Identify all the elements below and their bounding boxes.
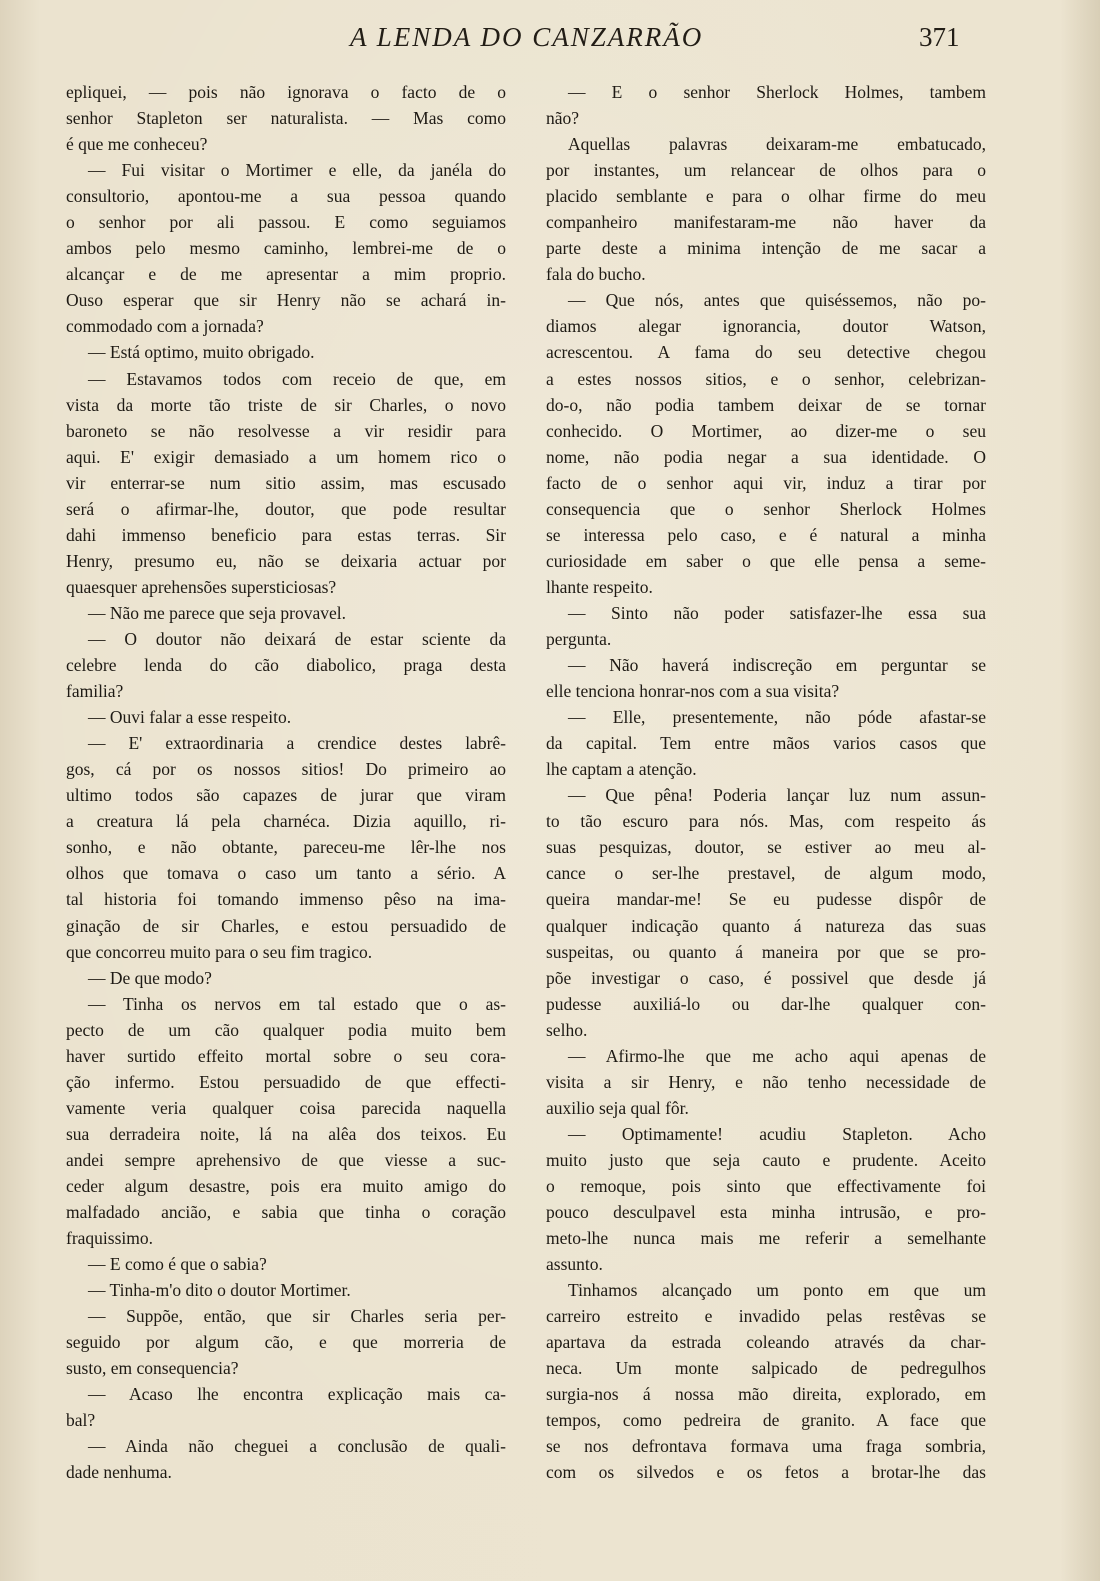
text-line: da capital. Tem entre mãos varios casos que (546, 733, 986, 754)
text-line: quaesquer aprehensões supersticiosas? (66, 576, 337, 597)
text-line: pergunta. (546, 628, 612, 649)
running-head (0, 20, 1100, 60)
text-line: Henry, presumo eu, não se deixaria actuar por (66, 550, 506, 571)
text-line: consequencia que o senhor Sherlock Holmes (546, 498, 986, 519)
text-line: — E como é que o sabia? (88, 1254, 267, 1275)
text-line: to tão escuro para nós. Mas, com respeito ás (546, 811, 986, 832)
text-line: com os silvedos e os fetos a brotar-lhe das (546, 1462, 986, 1483)
text-line: — Elle, presentemente, não póde afastar-se (568, 707, 986, 728)
text-line: — Estavamos todos com receio de que, em (88, 368, 506, 389)
text-line: suspeitas, ou quanto á maneira por que se pro- (546, 941, 986, 962)
text-line: malfadado ancião, e sabia que tinha o coração (66, 1202, 506, 1223)
text-line: — Não haverá indiscreção em perguntar se (568, 655, 986, 676)
text-line: senhor Stapleton ser naturalista. — Mas como (66, 108, 506, 129)
text-line: sonho, e não obtante, pareceu-me lêr-lhe nos (66, 837, 506, 858)
text-line: lhe captam a atenção. (546, 759, 697, 780)
text-line: que concorreu muito para o seu fim tragico. (66, 941, 373, 962)
text-line: — Sinto não poder satisfazer-lhe essa sua (568, 602, 986, 623)
text-line: haver surtido effeito mortal sobre o seu cora- (66, 1045, 506, 1066)
text-line: qualquer indicação quanto á natureza das suas (546, 915, 986, 936)
text-line: do-o, não podia tambem deixar de se tornar (546, 394, 986, 415)
text-line: a estes nossos sitios, e o senhor, celebrizan- (546, 368, 986, 389)
text-line: selho. (546, 1019, 588, 1040)
text-line: vamente veria qualquer coisa parecida naquella (66, 1097, 506, 1118)
text-line: fala do bucho. (546, 264, 646, 285)
text-line: é que me conheceu? (66, 134, 208, 155)
text-line: Ouso esperar que sir Henry não se achará in- (66, 290, 506, 311)
text-line: — Que pêna! Poderia lançar luz num assun- (568, 785, 986, 806)
text-line: dade nenhuma. (66, 1462, 172, 1483)
text-line: visita a sir Henry, e não tenho necessidade de (546, 1071, 986, 1092)
text-line: — Ainda não cheguei a conclusão de quali- (88, 1436, 506, 1457)
text-line: baroneto se não resolvesse a vir residir para (66, 420, 506, 441)
text-line: pudesse auxiliá-lo ou dar-lhe qualquer con- (546, 993, 986, 1014)
text-line: não? (546, 108, 580, 129)
left-text-column (66, 79, 506, 1486)
text-line: alcançar e de me apresentar a mim proprio. (66, 264, 506, 285)
text-line: neca. Um monte salpicado de pedregulhos (546, 1358, 986, 1379)
text-line: fraquissimo. (66, 1228, 154, 1249)
text-line: Aquellas palavras deixaram-me embatucado, (568, 134, 986, 155)
text-line: — Tinha-m'o dito o doutor Mortimer. (88, 1280, 351, 1301)
running-title: A LENDA DO CANZARRÃO (350, 22, 704, 52)
text-line: vir enterrar-se num sitio assim, mas escusado (66, 472, 506, 493)
text-line: diamos alegar ignorancia, doutor Watson, (546, 316, 986, 337)
text-line: commodado com a jornada? (66, 316, 264, 337)
text-line: nome, não podia negar a sua identidade. O (546, 446, 986, 467)
text-line: placido semblante e para o olhar firme do meu (546, 186, 986, 207)
text-line: — Acaso lhe encontra explicação mais ca- (88, 1384, 506, 1405)
text-line: sua derradeira noite, lá na alêa dos teixos. Eu (66, 1123, 506, 1144)
text-line: curiosidade em saber o que elle pensa a seme- (546, 550, 986, 571)
text-line: dahi immenso beneficio para estas terras. Sir (66, 524, 506, 545)
text-line: põe investigar o caso, é possivel que desde já (546, 967, 986, 988)
text-line: — Fui visitar o Mortimer e elle, da janéla do (88, 160, 506, 181)
text-line: suas pesquizas, doutor, se estiver ao meu al- (546, 837, 986, 858)
text-line: acrescentou. A fama do seu detective chegou (546, 342, 986, 363)
text-line: — Tinha os nervos em tal estado que o as- (88, 993, 506, 1014)
text-line: assunto. (546, 1254, 603, 1275)
text-line: apartava da estrada coleando através da char- (546, 1332, 986, 1353)
text-line: auxilio seja qual fôr. (546, 1097, 689, 1118)
text-line: Tinhamos alcançado um ponto em que um (568, 1280, 986, 1301)
text-line: lhante respeito. (546, 576, 653, 597)
text-line: — Está optimo, muito obrigado. (88, 342, 315, 363)
text-line: vista da morte tão triste de sir Charles, o novo (66, 394, 506, 415)
text-line: ambos pelo mesmo caminho, lembrei-me de o (66, 238, 506, 259)
text-line: se nos defrontava formava uma fraga sombria, (546, 1436, 986, 1457)
text-line: ultimo todos são capazes de jurar que viram (66, 785, 506, 806)
text-line: olhos que tomava o caso um tanto a sério. A (66, 863, 506, 884)
text-line: seguido por algum cão, e que morreria de (66, 1332, 506, 1353)
text-line: facto de o senhor aqui vir, induz a tirar por (546, 472, 986, 493)
text-line: consultorio, apontou-me a sua pessoa quando (66, 186, 506, 207)
text-line: — Não me parece que seja provavel. (88, 602, 347, 623)
text-line: — E' extraordinaria a crendice destes labrê- (88, 733, 506, 754)
text-line: tal historia foi tomando immenso pêso na ima- (66, 889, 506, 910)
text-line: — Ouvi falar a esse respeito. (88, 707, 292, 728)
text-line: se interessa pelo caso, e é natural a minha (546, 524, 986, 545)
text-line: — Suppõe, então, que sir Charles seria per- (88, 1306, 506, 1327)
right-text-column (546, 79, 986, 1486)
text-line: epliquei, — pois não ignorava o facto de o (66, 82, 506, 102)
text-line: — Afirmo-lhe que me acho aqui apenas de (568, 1045, 986, 1066)
text-line: conhecido. O Mortimer, ao dizer-me o seu (546, 420, 986, 441)
text-line: queira mandar-me! Se eu pudesse dispôr de (546, 889, 986, 910)
text-line: — Que nós, antes que quiséssemos, não po- (568, 290, 986, 311)
text-line: aqui. E' exigir demasiado a um homem rico o (66, 446, 506, 467)
text-line: ginação de sir Charles, e estou persuadido de (66, 915, 506, 936)
text-line: familia? (66, 681, 124, 702)
text-line: gos, cá por os nossos sitios! Do primeiro ao (66, 759, 506, 780)
text-line: carreiro estreito e invadido pelas restêvas se (546, 1306, 986, 1327)
text-line: muito justo que seja cauto e prudente. Aceito (546, 1149, 986, 1170)
text-line: parte deste a minima intenção de me sacar a (546, 238, 986, 259)
text-line: celebre lenda do cão diabolico, praga desta (66, 655, 506, 676)
text-line: surgia-nos á nossa mão direita, explorado, em (546, 1384, 986, 1405)
text-line: será o afirmar-lhe, doutor, que pode resultar (66, 498, 506, 519)
text-line: cance o ser-lhe prestavel, de algum modo, (546, 863, 986, 884)
text-line: o remoque, pois sinto que effectivamente foi (546, 1175, 986, 1196)
text-line: bal? (66, 1410, 96, 1431)
text-line: pouco desculpavel esta minha intrusão, e pro- (546, 1202, 986, 1223)
text-line: meto-lhe nunca mais me referir a semelhante (546, 1228, 986, 1249)
text-line: companheiro manifestaram-me não haver da (546, 212, 986, 233)
text-line: — E o senhor Sherlock Holmes, tambem (568, 82, 986, 102)
text-line: por instantes, um relancear de olhos para o (546, 160, 986, 181)
text-line: ção infermo. Estou persuadido de que effecti- (66, 1071, 506, 1092)
text-line: ceder algum desastre, pois era muito amigo do (66, 1175, 506, 1196)
text-line: — De que modo? (88, 967, 212, 988)
text-line: — O doutor não deixará de estar sciente da (88, 628, 506, 649)
text-line: pecto de um cão qualquer podia muito bem (66, 1019, 506, 1040)
text-line: susto, em consequencia? (66, 1358, 239, 1379)
text-line: a creatura lá pela charnéca. Dizia aquillo, ri- (66, 811, 506, 832)
text-line: o senhor por ali passou. E como seguiamos (66, 212, 506, 233)
text-line: elle tenciona honrar-nos com a sua visita? (546, 681, 840, 702)
text-line: andei sempre aprehensivo de que viesse a suc- (66, 1149, 506, 1170)
page-number: 371 (919, 22, 960, 52)
text-line: tempos, como pedreira de granito. A face que (546, 1410, 986, 1431)
text-line: — Optimamente! acudiu Stapleton. Acho (568, 1123, 986, 1144)
